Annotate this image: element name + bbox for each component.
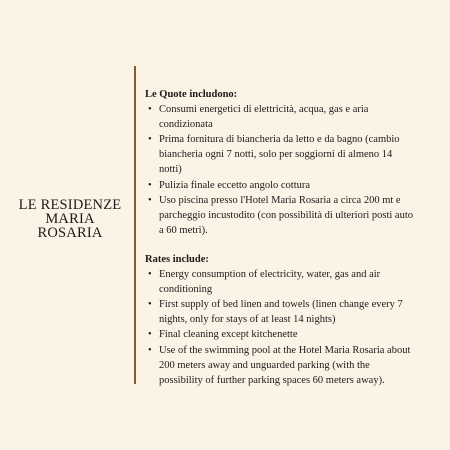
section-spacer [145,238,415,252]
title-line-2: MARIA [45,211,95,227]
list-item-text: Consumi energetici di elettricità, acqua, gas e aria condizionata [159,104,369,131]
english-section [145,252,415,388]
list-item [145,102,415,132]
list-item [145,178,415,193]
vertical-divider [134,66,136,384]
list-item-text: Uso piscina presso l'Hotel Maria Rosaria a circa 200 mt e parcheggio incustodito (con possibilità di ulteriori posti auto a 60 metri). [159,194,413,236]
bullet-icon: • [148,134,152,146]
italian-section [145,87,415,238]
bullet-icon: • [148,269,152,281]
list-item [145,327,415,342]
bullet-icon: • [148,179,152,191]
list-item-text: Pulizia finale eccetto angolo cottura [159,179,311,191]
rates-content [145,87,415,388]
list-item-text: Use of the swimming pool at the Hotel Maria Rosaria about 200 meters away and unguarded parking (with the possibility of further parking spaces 60 meters away). [159,344,411,386]
italian-list [145,102,415,238]
english-heading: Rates include: [145,253,209,265]
list-item [145,267,415,297]
bullet-icon: • [148,329,152,341]
bullet-icon: • [148,299,152,311]
list-item-text: Final cleaning except kitchenette [159,329,298,341]
italian-heading: Le Quote includono: [145,89,238,100]
english-list [145,267,415,388]
title-line-1: LE RESIDENZE [18,197,122,213]
list-item [145,193,415,238]
list-item-text: Prima fornitura di biancheria da letto e da bagno (cambio biancheria ogni 7 notti, solo per soggiorni di almeno 14 notti) [159,134,400,176]
list-item-text: First supply of bed linen and towels (linen change every 7 nights, only for stays of at least 14 nights) [159,299,403,326]
list-item [145,297,415,327]
list-item [145,132,415,177]
list-item-text: Energy consumption of electricity, water, gas and air conditioning [159,269,381,296]
bullet-icon: • [148,344,152,356]
title-line-3: ROSARIA [37,225,103,241]
bullet-icon: • [148,194,152,206]
list-item [145,343,415,388]
property-title [8,198,132,240]
bullet-icon: • [148,104,152,116]
